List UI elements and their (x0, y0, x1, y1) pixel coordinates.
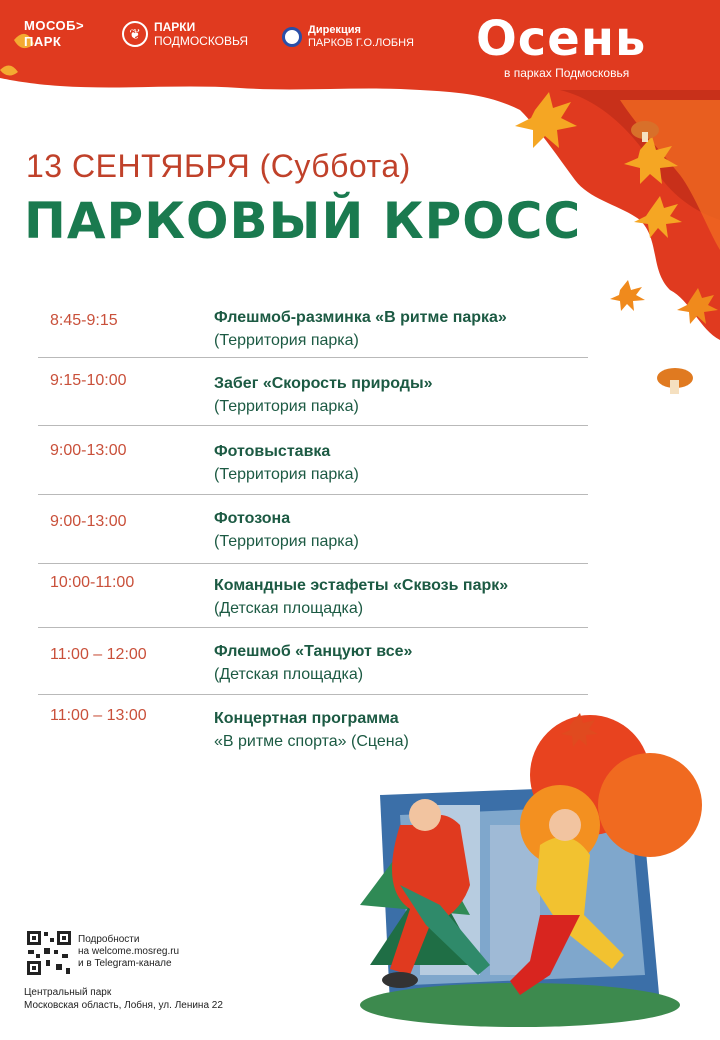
schedule-event-name: Командные эстафеты «Сквозь парк» (214, 577, 509, 594)
parki-logo-line2: ПОДМОСКОВЬЯ (154, 34, 249, 48)
schedule-event-name: Флешмоб-разминка «В ритме парка» (214, 309, 507, 326)
schedule-time: 11:00 – 12:00 (50, 646, 147, 663)
schedule-row (38, 564, 588, 628)
footer-info-line: и в Telegram-канале (78, 958, 172, 969)
schedule-event-name: Фотозона (214, 510, 291, 527)
schedule-event-place: (Территория парка) (214, 398, 359, 415)
mosobpark-logo-line1: МОСОБ> (24, 18, 85, 33)
direkcia-logo (282, 24, 414, 50)
runners-illustration (360, 705, 720, 1035)
schedule-row (38, 300, 588, 358)
event-date: 13 СЕНТЯБРЯ (Суббота) (26, 148, 411, 184)
schedule-event-place: (Территория парка) (214, 466, 359, 483)
parki-podmoskovya-logo (122, 20, 248, 48)
event-title: ПАРКОВЫЙ КРОСС (24, 192, 582, 250)
schedule-event-name: Концертная программа (214, 710, 399, 727)
schedule-event-place: (Детская площадка) (214, 600, 364, 617)
schedule-event-name: Забег «Скорость природы» (214, 375, 433, 392)
schedule-time: 9:00-13:00 (50, 513, 127, 530)
footer-info (78, 934, 179, 970)
schedule-event-place: (Территория парка) (214, 533, 359, 550)
parki-logo-line1: ПАРКИ (154, 20, 196, 34)
schedule-event-place: (Детская площадка) (214, 666, 364, 683)
schedule-event-name: Флешмоб «Танцуют все» (214, 643, 413, 660)
website-link[interactable]: на welcome.mosreg.ru (78, 946, 180, 957)
park-name: Центральный парк (24, 987, 112, 998)
schedule-row (38, 358, 588, 426)
schedule-row (38, 628, 588, 695)
schedule-time: 9:00-13:00 (50, 442, 127, 459)
footer-info-line: Подробности (78, 934, 140, 945)
osen-logo-title: Осень (476, 11, 647, 67)
schedule-row (38, 426, 588, 495)
direkcia-logo-line2: ПАРКОВ Г.О.ЛОБНЯ (308, 37, 414, 49)
schedule-event-place: «В ритме спорта» (Сцена) (214, 733, 409, 750)
schedule-time: 9:15-10:00 (50, 372, 127, 389)
park-address: Московская область, Лобня, ул. Ленина 22 (24, 1000, 223, 1011)
direkcia-logo-line1: Дирекция (308, 24, 361, 36)
emblem-icon (282, 27, 302, 47)
footer-address (24, 986, 223, 1012)
schedule-table (38, 300, 588, 759)
osen-logo (476, 11, 647, 80)
schedule-time: 10:00-11:00 (50, 574, 135, 591)
leaf-icon: ❦ (122, 21, 148, 47)
mosobpark-logo (24, 18, 84, 50)
schedule-time: 8:45-9:15 (50, 312, 118, 329)
schedule-event-name: Фотовыставка (214, 443, 331, 460)
header-logos (0, 0, 720, 95)
osen-logo-subtitle: в парках Подмосковья (504, 66, 630, 80)
qr-code-icon (26, 930, 72, 976)
mosobpark-logo-line2: ПАРК (24, 34, 62, 49)
schedule-time: 11:00 – 13:00 (50, 707, 147, 724)
schedule-row (38, 495, 588, 564)
schedule-event-place: (Территория парка) (214, 332, 359, 349)
